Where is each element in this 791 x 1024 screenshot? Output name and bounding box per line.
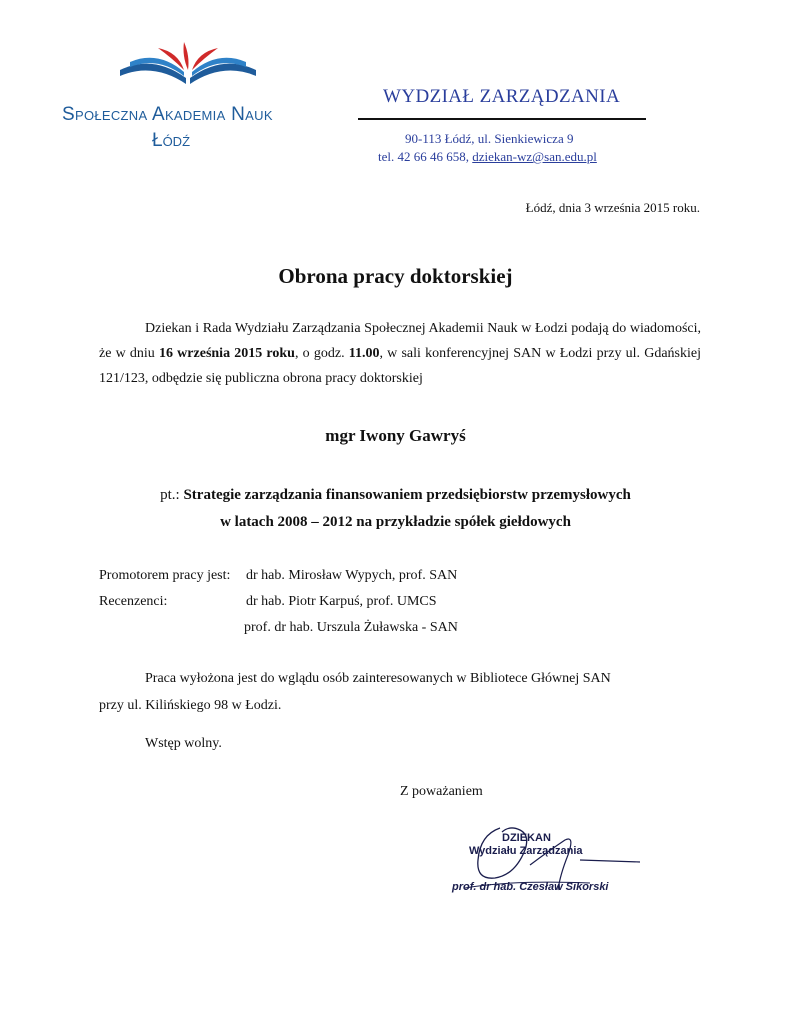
header-divider <box>358 118 646 120</box>
intro-text-3: , w sali konferencyjnej SAN w Łodzi przy ul. Gdańskiej 121/123, odbędzie się publiczna obrona pracy doktorskiej <box>99 346 701 386</box>
display-info <box>99 665 659 719</box>
document-title: Obrona pracy doktorskiej <box>278 264 513 288</box>
university-name: Społeczna Akademia Nauk <box>62 104 273 125</box>
faculty-contact <box>378 149 597 165</box>
display-line-1: Praca wyłożona jest do wglądu osób zainteresowanych w Bibliotece Głównej SAN <box>145 671 611 686</box>
thesis-title <box>0 482 791 536</box>
closing-salutation: Z poważaniem <box>400 784 483 799</box>
thesis-title-line1: Strategie zarządzania finansowaniem przedsiębiorstw przemysłowych <box>183 487 631 503</box>
thesis-prefix: pt.: <box>160 487 184 503</box>
faculty-email-link[interactable]: dziekan-wz@san.edu.pl <box>472 149 597 164</box>
stamp-faculty: Wydziału Zarządzania <box>469 845 583 857</box>
entry-note: Wstęp wolny. <box>145 736 222 751</box>
defense-date: 16 września 2015 roku <box>159 346 295 361</box>
reviewer-2: prof. dr hab. Urszula Żuławska - SAN <box>244 620 458 635</box>
reviewers-label: Recenzenci: <box>99 594 168 609</box>
intro-text-2: , o godz. <box>294 346 349 361</box>
defense-time: 11.00 <box>348 346 380 361</box>
faculty-address: 90-113 Łódź, ul. Sienkiewicza 9 <box>405 131 574 146</box>
faculty-phone: tel. 42 66 46 658, <box>378 149 473 164</box>
intro-text-1: Dziekan i Rada Wydziału Zarządzania Społecznej Akademii Nauk w Łodzi podają do wiadomości, że w dniu <box>99 321 701 361</box>
stamp-signatory: prof. dr hab. Czesław Sikorski <box>452 881 609 893</box>
faculty-name: WYDZIAŁ ZARZĄDZANIA <box>383 86 621 107</box>
promotor-name: dr hab. Mirosław Wypych, prof. SAN <box>246 568 458 583</box>
reviewer-1: dr hab. Piotr Karpuś, prof. UMCS <box>246 594 437 609</box>
promotor-label: Promotorem pracy jest: <box>99 568 231 583</box>
thesis-title-line2: w latach 2008 – 2012 na przykładzie spółek giełdowych <box>220 514 571 530</box>
document-date: Łódź, dnia 3 września 2015 roku. <box>525 200 700 215</box>
stamp-title: DZIEKAN <box>502 832 551 844</box>
book-logo-icon <box>118 40 258 92</box>
university-city: Łódź <box>152 130 191 151</box>
announcement-paragraph <box>99 316 701 391</box>
display-line-2: przy ul. Kilińskiego 98 w Łodzi. <box>99 698 282 713</box>
candidate-name: mgr Iwony Gawryś <box>325 426 466 445</box>
